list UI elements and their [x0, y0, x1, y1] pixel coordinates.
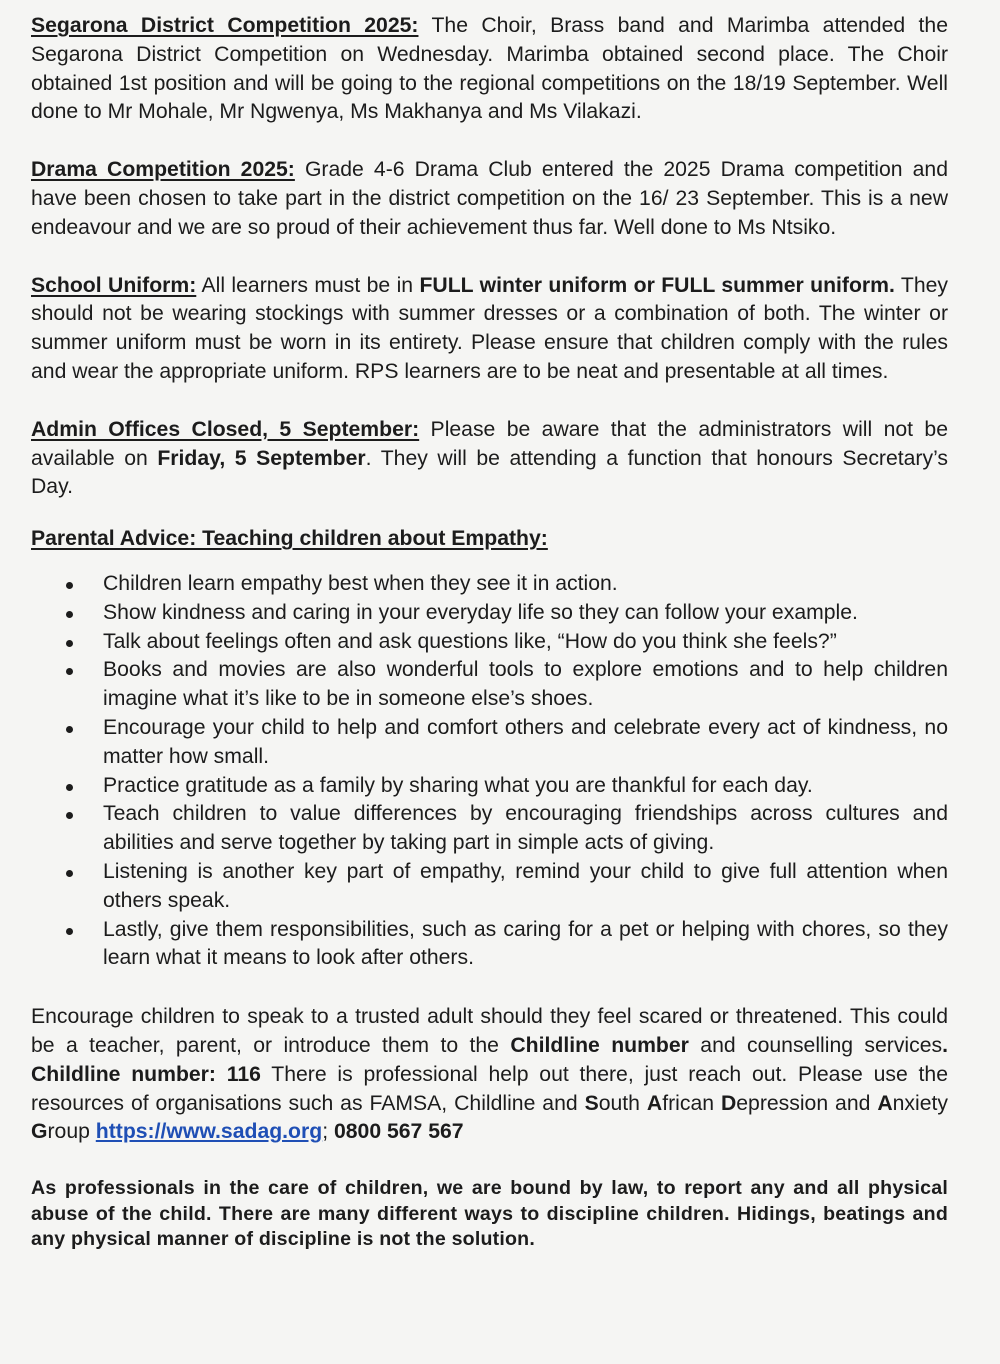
- encourage-text: roup: [47, 1120, 96, 1144]
- bullet-icon: [66, 928, 73, 935]
- uniform-intro: All learners must be in: [196, 273, 420, 297]
- admin-bold: Friday, 5 September: [157, 446, 366, 470]
- list-item-text: Children learn empathy best when they see it in action.: [103, 571, 618, 595]
- admin-section: [31, 416, 948, 502]
- encourage-text: epression and: [736, 1091, 878, 1115]
- advice-list: [31, 570, 948, 973]
- encourage-text: Encourage children to speak to a trusted adult should they feel scared or threatened. This could be a teacher, parent, or introduce them to the: [31, 1005, 948, 1057]
- list-item-text: Listening is another key part of empathy, remind your child to give full attention when others speak.: [103, 859, 948, 912]
- advice-title: Parental Advice: Teaching children about Empathy:: [31, 527, 548, 551]
- encourage-text: nxiety: [892, 1091, 948, 1115]
- acronym-letter: A: [646, 1091, 663, 1115]
- uniform-body: They should not be wearing stockings with summer dresses or a combination of both. The winter or summer uniform must be worn in its entirety. Please ensure that children comply with the rules and wear the appropriate uniform. RPS learners are to be neat and presentable at all times.: [31, 273, 948, 383]
- encourage-text: There is professional help out there, just reach out. Please use the resources of organisations such as FAMSA, Childline and: [31, 1062, 948, 1115]
- list-item: [103, 772, 948, 801]
- legal-notice: As professionals in the care of children, we are bound by law, to report any and all physical abuse of the child. There are many different ways to discipline children. Hidings, beatings and any physical manner of discipline is not the solution.: [31, 1177, 948, 1251]
- uniform-heading: School Uniform:: [31, 273, 197, 297]
- encourage-text: outh: [598, 1091, 647, 1115]
- list-item-text: Lastly, give them responsibilities, such as caring for a pet or helping with chores, so they learn what it means to look after others.: [103, 917, 948, 970]
- bullet-icon: [66, 668, 73, 675]
- list-item: [103, 599, 948, 628]
- list-item: [103, 656, 948, 714]
- bullet-icon: [66, 611, 73, 618]
- list-item: [103, 570, 948, 599]
- uniform-section: [31, 272, 948, 387]
- list-item-text: Books and movies are also wonderful tools to explore emotions and to help children imagine what it’s like to be in someone else’s shoes.: [103, 658, 948, 711]
- bullet-icon: [66, 784, 73, 791]
- encourage-text: and counselling services: [688, 1033, 943, 1057]
- encourage-section: [31, 1003, 948, 1147]
- bullet-icon: [66, 870, 73, 877]
- segarona-heading: Segarona District Competition 2025:: [31, 14, 419, 37]
- admin-body: . They will be attending a function that honours Secretary’s Day.: [31, 446, 948, 499]
- encourage-text: ;: [322, 1120, 334, 1144]
- list-item-text: Show kindness and caring in your everyday life so they can follow your example.: [103, 600, 858, 624]
- uniform-bold: FULL winter uniform or FULL summer uniform.: [419, 273, 895, 297]
- acronym-letter: G: [31, 1120, 48, 1144]
- bullet-icon: [66, 582, 73, 589]
- list-item: [103, 858, 948, 916]
- segarona-section: [31, 12, 948, 127]
- admin-heading: Admin Offices Closed, 5 September:: [31, 417, 420, 441]
- drama-body: Grade 4-6 Drama Club entered the 2025 Drama competition and have been chosen to take part in the district competition on the 16/ 23 September. This is a new endeavour and we are so proud of their achievement thus far. Well done to Ms Ntsiko.: [31, 158, 948, 239]
- list-item: [103, 800, 948, 858]
- segarona-body: The Choir, Brass band and Marimba attended the Segarona District Competition on Wednesday. Marimba obtained second place. The Choir obtained 1st position and will be going to the regional competitions on the 18/19 September. Well done to Mr Mohale, Mr Ngwenya, Ms Makhanya and Ms Vilakazi.: [31, 14, 948, 124]
- childline-label: Childline number: [510, 1033, 689, 1057]
- sadag-phone: 0800 567 567: [333, 1120, 464, 1144]
- sadag-link[interactable]: https://www.sadag.org: [95, 1120, 323, 1144]
- acronym-letter: S: [584, 1091, 599, 1115]
- bullet-icon: [66, 812, 73, 819]
- list-item: [103, 714, 948, 772]
- bullet-icon: [66, 726, 73, 733]
- list-item-text: Practice gratitude as a family by sharing what you are thankful for each day.: [103, 773, 813, 797]
- list-item: [103, 916, 948, 974]
- bullet-icon: [66, 640, 73, 647]
- acronym-letter: A: [877, 1091, 893, 1115]
- drama-section: [31, 156, 948, 242]
- list-item-text: Talk about feelings often and ask questions like, “How do you think she feels?”: [103, 629, 837, 653]
- list-item: [103, 628, 948, 657]
- drama-heading: Drama Competition 2025:: [31, 158, 295, 182]
- admin-intro: Please be aware that the administrators will not be available on: [31, 417, 948, 470]
- encourage-text: frican: [662, 1091, 721, 1115]
- childline-number: . Childline number: 116: [31, 1033, 949, 1086]
- acronym-letter: D: [720, 1091, 737, 1115]
- list-item-text: Encourage your child to help and comfort others and celebrate every act of kindness, no matter how small.: [103, 715, 948, 768]
- list-item-text: Teach children to value differences by encouraging friendships across cultures and abilities and serve together by taking part in simple acts of giving.: [103, 802, 948, 855]
